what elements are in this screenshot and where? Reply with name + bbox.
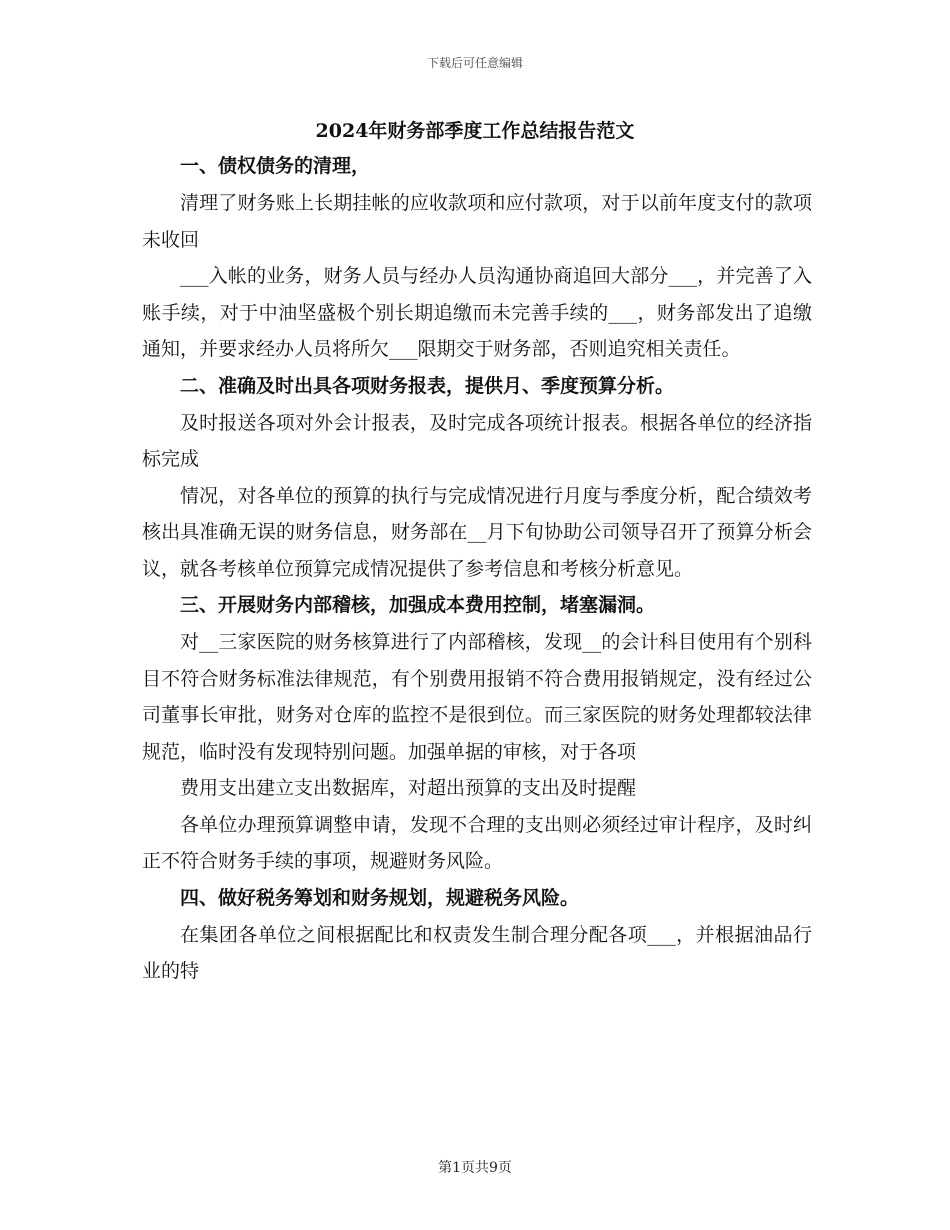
page-header: 下载后可任意编辑 (426, 56, 523, 70)
section-heading: 四、做好税务筹划和财务规划，规避税务风险。 (180, 886, 580, 909)
page-number: 第1页共9页 (438, 1160, 512, 1176)
document-title: 2024年财务部季度工作总结报告范文 (315, 120, 635, 142)
paragraph: 费用支出建立支出数据库，对超出预算的支出及时提醒 (180, 777, 637, 799)
paragraph: 对__三家医院的财务核算进行了内部稽核，发现__的会计科目使用有个别科目不符合财务标准法律规范，有个别费用报销不符合费用报销规定，没有经过公司董事长审批，财务对仓库的监控不是很到位。而三家医院的财务处理都较法律规范，临时没有发现特别问题。加强单据的审核，对于各项 (142, 631, 812, 763)
paragraph: 各单位办理预算调整申请，发现不合理的支出则必须经过审计程序，及时纠正不符合财务手续的事项，规避财务风险。 (142, 813, 812, 872)
section-3 (142, 587, 812, 880)
paragraph: 情况，对各单位的预算的执行与完成情况进行月度与季度分析，配合绩效考核出具准确无误的财务信息，财务部在__月下旬协助公司领导召开了预算分析会议，就各考核单位预算完成情况提供了参考信息和考核分析意见。 (142, 484, 812, 580)
section-4 (142, 880, 812, 990)
paragraph: 在集团各单位之间根据配比和权责发生制合理分配各项___，并根据油品行业的特 (142, 923, 812, 982)
section-heading: 一、债权债务的清理， (180, 155, 371, 177)
section-1 (142, 148, 812, 368)
paragraph: 及时报送各项对外会计报表，及时完成各项统计报表。根据各单位的经济指标完成 (142, 411, 812, 470)
section-heading: 三、开展财务内部稽核，加强成本费用控制，堵塞漏洞。 (180, 594, 656, 616)
section-heading: 二、准确及时出具各项财务报表，提供月、季度预算分析。 (180, 374, 675, 397)
document-body (142, 148, 812, 990)
paragraph: 清理了财务账上长期挂帐的应收款项和应付款项，对于以前年度支付的款项未收回 (142, 192, 812, 251)
section-2 (142, 368, 812, 588)
paragraph: ___入帐的业务，财务人员与经办人员沟通协商追回大部分___，并完善了入账手续，对于中油坚盛极个别长期追缴而未完善手续的___，财务部发出了追缴通知，并要求经办人员将所欠___限期交于财务部，否则追究相关责任。 (142, 265, 812, 360)
